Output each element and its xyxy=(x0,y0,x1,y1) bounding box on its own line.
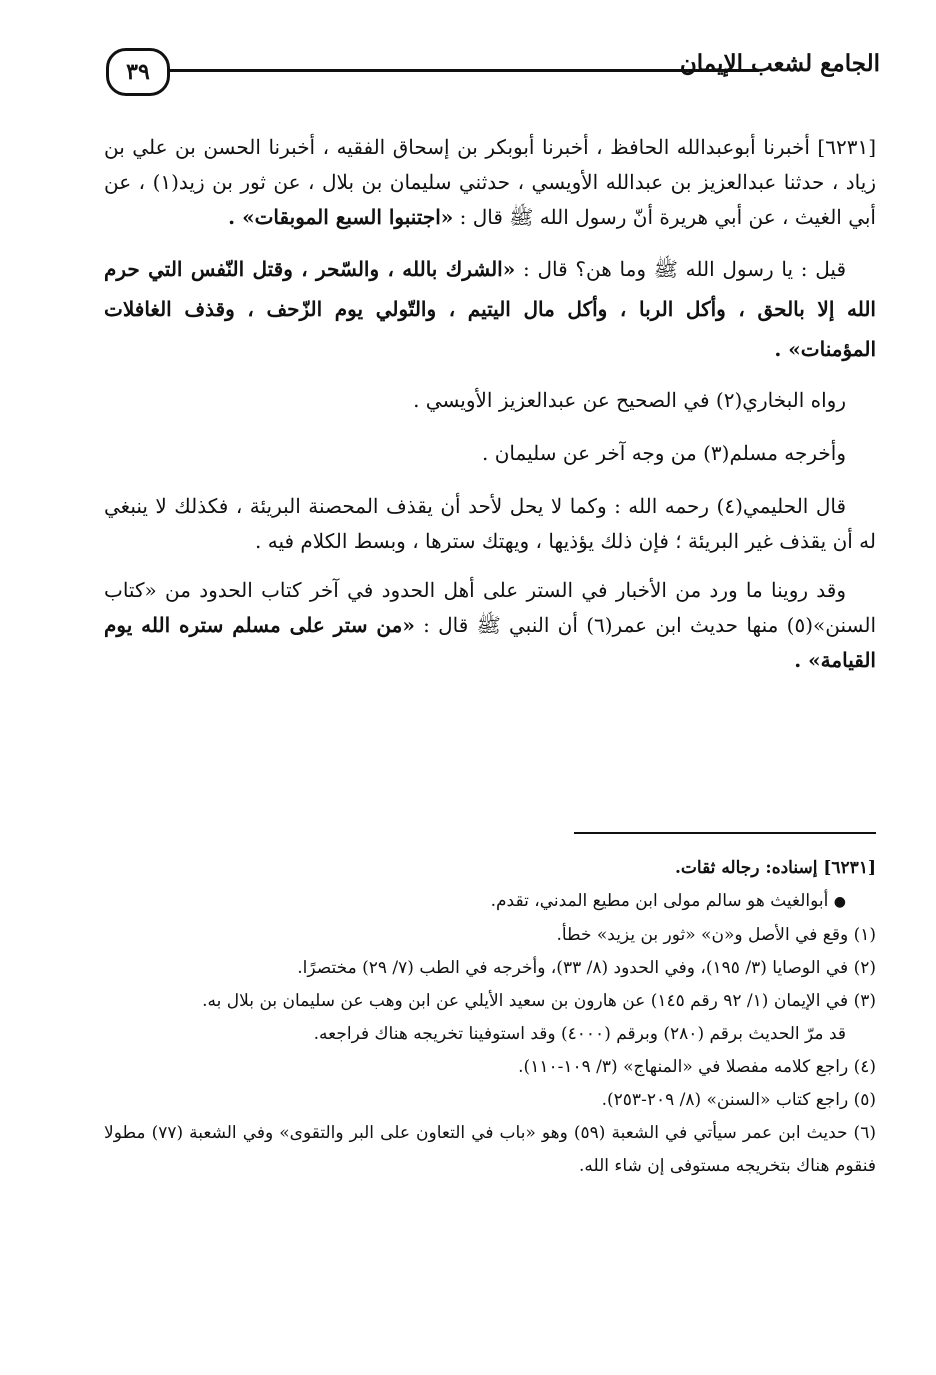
paragraph-muslim: وأخرجه مسلم(٣) من وجه آخر عن سليمان . xyxy=(482,441,846,465)
footnote-1: (١) وقع في الأصل و«ن» «ثور بن يزيد» خطأ. xyxy=(556,925,876,945)
footnote-4: (٤) راجع كلامه مفصلا في «المنهاج» (٣/ ١٠٩-١١٠). xyxy=(518,1057,876,1077)
footnote-3: (٣) في الإيمان (١/ ٩٢ رقم ١٤٥) عن هارون بن سعيد الأيلي عن ابن وهب عن سليمان بن بلال به. xyxy=(202,991,876,1011)
footnotes xyxy=(104,852,876,1183)
paragraph-question xyxy=(104,249,876,369)
page-header xyxy=(100,42,880,106)
header-rule xyxy=(169,69,759,72)
footnote-6: (٦) حديث ابن عمر سيأتي في الشعبة (٥٩) وهو «باب في التعاون على البر والتقوى» وفي الشعبة (٧٧) مطولا فنقوم هناك بتخريجه مستوفى إن شاء الله. xyxy=(104,1123,876,1176)
paragraph-isnad xyxy=(104,130,876,235)
hadith-text: «الشرك بالله ، والسّحر ، وقتل النّفس التي حرم الله إلا بالحق ، وأكل الربا ، وأكل مال اليتيم ، والتّولي يوم الزّحف ، وقذف الغافلات المؤمنات» . xyxy=(104,257,876,361)
footnote-3-continuation: قد مرّ الحديث برقم (٢٨٠) وبرقم (٤٠٠٠) وقد استوفينا تخريجه هناك فراجعه. xyxy=(313,1024,846,1044)
bullet-icon: ● xyxy=(833,894,846,910)
footnote-bullet-note xyxy=(104,885,876,919)
footnote-5: (٥) راجع كتاب «السنن» (٨/ ٢٠٩-٢٥٣). xyxy=(601,1090,876,1110)
paragraph-riwaya xyxy=(104,573,876,678)
hadith-number: [٦٢٣١] xyxy=(817,135,876,159)
paragraph-bukhari: رواه البخاري(٢) في الصحيح عن عبدالعزيز الأويسي . xyxy=(413,388,846,412)
paragraph-halimi: قال الحليمي(٤) رحمه الله : وكما لا يحل لأحد أن يقذف المحصنة البريئة ، فكذلك لا ينبغي له أن يقذف غير البريئة ؛ فإن ذلك يؤذيها ، ويهتك سترها ، وبسط الكلام فيه . xyxy=(104,494,876,553)
page-number-badge: ٣٩ xyxy=(106,48,170,96)
hadith-text: «اجتنبوا السبع الموبقات» . xyxy=(228,205,454,229)
isnad-text: أخبرنا أبوعبدالله الحافظ ، أخبرنا أبوبكر بن إسحاق الفقيه ، أخبرنا الحسن بن علي بن زياد ، حدثنا عبدالعزيز بن عبدالله الأويسي ، حدثني سليمان بن بلال ، عن ثور بن زيد(١) ، عن أبي الغيث ، عن أبي هريرة أنّ رسول الله ﷺ قال : xyxy=(104,135,876,229)
footnote-isnad-grade: [٦٢٣١] إسناده: رجاله ثقات. xyxy=(674,858,876,878)
footnote-2: (٢) في الوصايا (٣/ ١٩٥)، وفي الحدود (٨/ ٣٣)، وأخرجه في الطب (٧/ ٢٩) مختصرًا. xyxy=(297,958,876,978)
main-text xyxy=(104,130,876,692)
footnote-separator xyxy=(574,832,876,834)
hadith-text: «من ستر على مسلم ستره الله يوم القيامة» . xyxy=(104,613,876,672)
question-intro: قيل : يا رسول الله ﷺ وما هن؟ قال : xyxy=(522,257,847,281)
footnote-text: أبوالغيث هو سالم مولى ابن مطيع المدني، تقدم. xyxy=(490,891,829,911)
running-title: الجامع لشعب الإيمان xyxy=(679,50,880,77)
riwaya-text: وقد روينا ما ورد من الأخبار في الستر على أهل الحدود في آخر كتاب الحدود من «كتاب السنن»(٥) منها حديث ابن عمر(٦) أن النبي ﷺ قال : xyxy=(104,578,876,637)
